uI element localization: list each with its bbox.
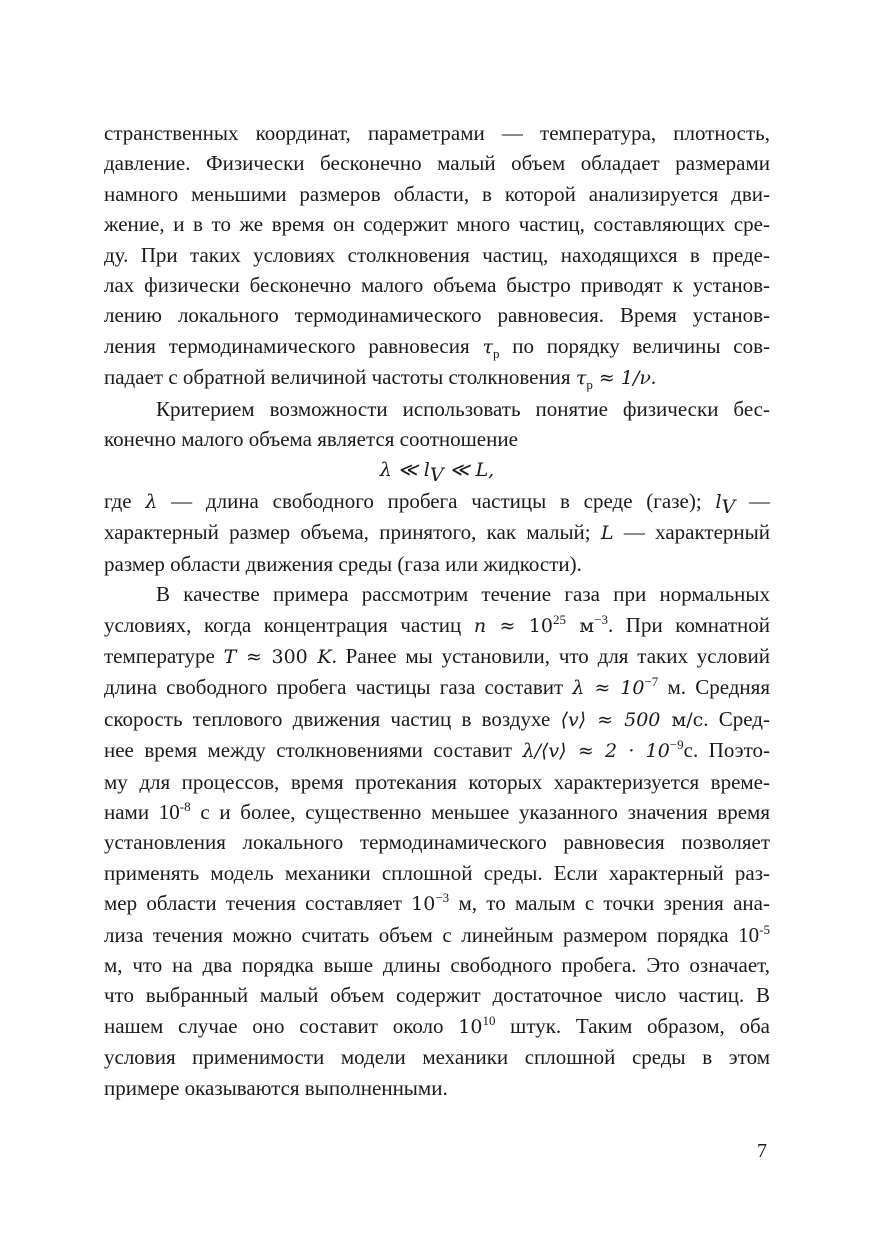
page-number: 7 <box>757 1140 767 1162</box>
text-line: скорость теплового движения частиц в воздухе ⟨v⟩ ≈ 500 м/с. Сред- <box>104 706 770 731</box>
text-line: нашем случае оно составит около $10^{10}$ штук. Таким образом, оба <box>104 1012 770 1038</box>
text-line: жение, и в то же время он содержит много частиц, составляющих сре- <box>104 212 770 237</box>
text-line: мер области течения составляет $10^{-3}$ м, то малым с точки зрения ана- <box>104 890 770 916</box>
text-line: конечно малого объема является соотношение <box>104 427 518 452</box>
math-tau: τ <box>482 335 493 358</box>
text-line: условиях, когда концентрация частиц $n \approx 10^{25}$ $м^{-3}$. При комнатной <box>104 611 770 637</box>
text-line: нее время между столкновениями составит λ/⟨v⟩ ≈ $2 \cdot 10^{-9}с$. Поэто- <box>104 737 770 763</box>
text-line: где λ — длина свободного пробега частицы в среде (газе); $l_V$ — <box>104 488 771 518</box>
text-line: длина свободного пробега частицы газа составит $\lambda \approx 10^{-7}$ м. Средняя <box>104 674 770 700</box>
text-line: давление. Физически бесконечно малый объем обладает размерами <box>104 151 770 176</box>
text-line: применять модель механики сплошной среды. Если характерный раз- <box>104 860 770 885</box>
paragraph-1 <box>104 118 770 394</box>
page-body <box>104 118 770 1103</box>
text-line: условия применимости модели механики сплошной среды в этом <box>104 1045 770 1070</box>
text-line: В качестве примера рассмотрим течение газа при нормальных <box>156 582 770 607</box>
text-line: характерный размер объема, принятого, как малый; L — характерный <box>104 520 770 545</box>
text-line: нами $10^{-8}$ с и более, существенно меньшее указанного значения время <box>104 798 770 824</box>
text-line: размер области движения среды (газа или жидкости). <box>104 551 582 576</box>
text-line: примере оказываются выполненными. <box>104 1075 448 1100</box>
math-expression: ≈ 1/ν <box>592 367 651 390</box>
text-line: лиза течения можно считать объем с линейным размером порядка $10^{-5}$ <box>104 921 770 947</box>
text-line: му для процессов, время протекания которых характеризуется време- <box>104 769 770 794</box>
paragraph-3 <box>104 579 770 1103</box>
text-line: лах физически бесконечно малого объема быстро приводят к установ- <box>104 273 770 298</box>
text-line: температуре T ≈ 300 K. Ранее мы установили, что для таких условий <box>104 643 770 668</box>
paragraph-2 <box>104 394 770 579</box>
text-line: падает с обратной величиной частоты столкновения $\tau_р \approx 1/\nu$. <box>104 365 657 393</box>
text-line: Критерием возможности использовать понятие физически бес- <box>156 396 770 421</box>
text-line: ду. При таких условиях столкновения частиц, находящихся в преде- <box>104 242 770 267</box>
text-line: ления термодинамического равновесия $\tau_р$ по порядку величины сов- <box>104 333 771 361</box>
text-line: намного меньшими размеров области, в которой анализируется дви- <box>104 181 770 206</box>
text-line: установления локального термодинамического равновесия позволяет <box>104 830 770 855</box>
formula: λ ≪ $l_V$ ≪ L, <box>379 459 495 487</box>
text-line: что выбранный малый объем содержит достаточное число частиц. В <box>104 983 770 1008</box>
text-line: странственных координат, параметрами — температура, плотность, <box>104 121 770 145</box>
text-line: лению локального термодинамического равновесия. Время установ- <box>104 303 770 328</box>
text-line: м, что на два порядка выше длины свободного пробега. Это означает, <box>104 952 770 977</box>
